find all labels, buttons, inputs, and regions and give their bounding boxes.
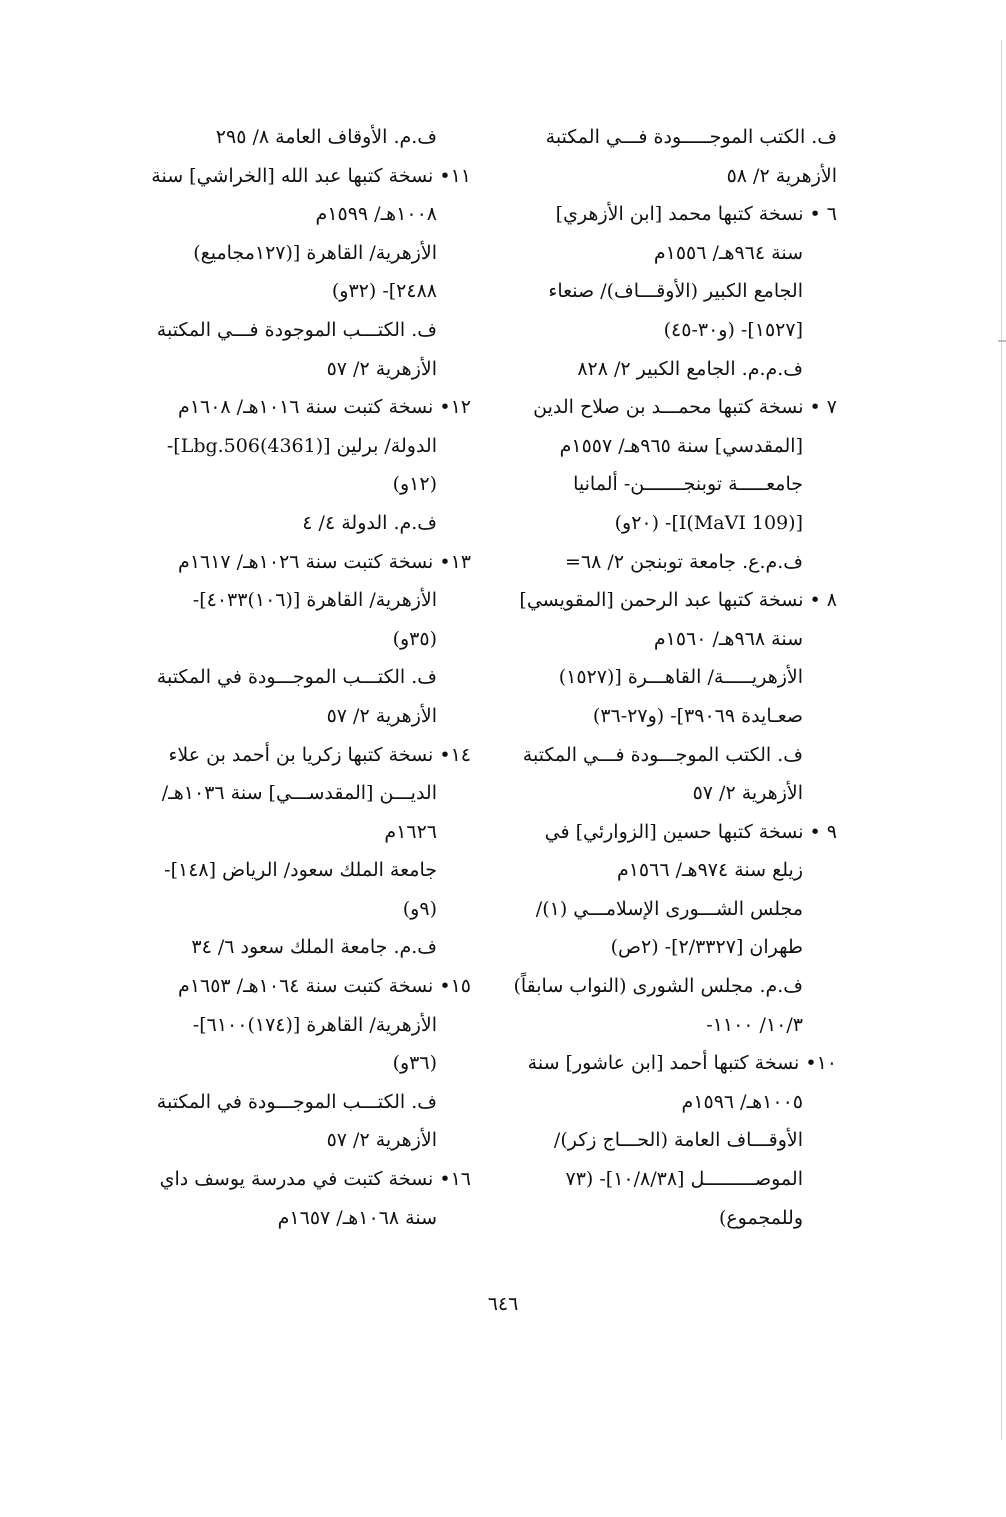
entry-first-line: ١٦• نسخة كتبت في مدرسة يوسف داي bbox=[159, 1168, 471, 1191]
entry-first-line: ١٠• نسخة كتبها أحمد [ابن عاشور] سنة bbox=[527, 1052, 837, 1075]
entry-first-line: ١٣• نسخة كتبت سنة ١٠٢٦هـ/ ١٦١٧م bbox=[178, 550, 471, 573]
entry-line: ف. الكتـــب الموجودة فـــي المكتبة bbox=[156, 318, 437, 341]
entry-line: الأزهرية ٢/ ٥٧ bbox=[326, 357, 437, 380]
entry-line: زيلع سنة ٩٧٤هـ/ ١٥٦٦م bbox=[616, 859, 803, 882]
entry-line: ١٠٠٨هـ/ ١٥٩٩م bbox=[315, 203, 437, 226]
entry-first-line: ١٤• نسخة كتبها زكريا بن أحمد بن علاء bbox=[168, 743, 471, 766]
entry-first-line: ٦ • نسخة كتبها محمد [ابن الأزهري] bbox=[555, 203, 837, 226]
entry-line: ف.م.ع. جامعة توبنجن ٢/ ٦٨= bbox=[565, 550, 803, 573]
entry-line: ف.م. مجلس الشورى (النواب سابقاً) bbox=[513, 975, 803, 998]
entry-line: ف.م.م. الجامع الكبير ٢/ ٨٢٨ bbox=[577, 357, 803, 380]
entry-first-line: ١٢• نسخة كتبت سنة ١٠١٦هـ/ ١٦٠٨م bbox=[178, 396, 471, 419]
entry-line: الأوقـــاف العامة (الحـــاج زكر)/ bbox=[553, 1129, 803, 1152]
entry-line: ف. الكتب الموجـــــودة فـــي المكتبة bbox=[545, 126, 837, 148]
entry-line: مجلس الشـــورى الإسلامـــي (١)/ bbox=[535, 897, 803, 920]
entry-line: ف.م. الأوقاف العامة ٨/ ٢٩٥ bbox=[215, 126, 437, 148]
entry-line: سنة ٩٦٤هـ/ ١٥٥٦م bbox=[653, 241, 803, 264]
entry-line: ٢٤٨٨]- (٣٢و) bbox=[331, 280, 437, 303]
entry-line: الديـــن [المقدســـي] سنة ١٠٣٦هـ/ bbox=[161, 782, 437, 805]
entry-line: الدولة/ برلين [(4361)Lbg.506]- bbox=[166, 434, 437, 457]
scan-edge-line bbox=[1001, 40, 1002, 1440]
entry-line: جامعـــــة توبنجـــــــن- ألمانيا bbox=[573, 473, 803, 496]
entry-line: الأزهرية/ القاهرة [(١٠٦)٤٠٣٣]- bbox=[192, 589, 437, 612]
entry-line: [المقدسي] سنة ٩٦٥هـ/ ١٥٥٧م bbox=[559, 434, 803, 457]
entry-first-line: ١١• نسخة كتبها عبد الله [الخراشي] سنة bbox=[151, 164, 471, 187]
entry-line: ف.م. الدولة ٤/ ٤ bbox=[302, 511, 437, 534]
entry-line: جامعة الملك سعود/ الرياض [١٤٨]- bbox=[164, 859, 437, 882]
entry-line: طهران [٢/٣٣٢٧]- (٢ص) bbox=[610, 936, 803, 959]
entry-line: ١٠/٣/ ١١٠٠- bbox=[706, 1013, 803, 1036]
entry-line: ف. الكتـــب الموجـــودة في المكتبة bbox=[156, 666, 437, 689]
right-column bbox=[502, 118, 837, 1237]
entry-first-line: ٩ • نسخة كتبها حسين [الزوارئي] في bbox=[544, 820, 837, 843]
entry-line: ١٠٠٥هـ/ ١٥٩٦م bbox=[681, 1090, 803, 1113]
scan-edge-mark bbox=[998, 340, 1006, 342]
entry-line: ١٦٢٦م bbox=[384, 820, 437, 843]
entry-line: [١٥٢٧]- (و٣٠-٤٥) bbox=[663, 318, 803, 341]
entry-first-line: ٨ • نسخة كتبها عبد الرحمن [المقويسي] bbox=[519, 589, 837, 612]
entry-line: الأزهرية ٢/ ٥٧ bbox=[326, 704, 437, 727]
entry-first-line: ٧ • نسخة كتبها محمـــد بن صلاح الدين bbox=[533, 396, 837, 419]
entry-line: الأزهريـــــة/ القاهـــرة [(١٥٢٧) bbox=[558, 666, 803, 689]
entry-line: (٣٦و) bbox=[392, 1052, 437, 1075]
entry-line: الأزهرية/ القاهرة [(١٧٤)٦١٠٠]- bbox=[192, 1013, 437, 1036]
page-number: ٦٤٦ bbox=[487, 1293, 519, 1315]
entry-line: سنة ١٠٦٨هـ/ ١٦٥٧م bbox=[277, 1206, 437, 1229]
entry-line: (٣٥و) bbox=[392, 627, 437, 650]
entry-line: الأزهرية ٢/ ٥٧ bbox=[326, 1129, 437, 1152]
entry-first-line: ١٥• نسخة كتبت سنة ١٠٦٤هـ/ ١٦٥٣م bbox=[178, 975, 471, 998]
entry-line: الأزهرية ٢/ ٥٧ bbox=[692, 782, 803, 805]
entry-line: [(MaVI 109)I]- (٢٠و) bbox=[614, 511, 803, 534]
entry-line: صعـايدة ٣٩٠٦٩]- (و٢٧-٣٦) bbox=[592, 704, 803, 727]
entry-line: ف. الكتـــب الموجـــودة في المكتبة bbox=[156, 1090, 437, 1113]
entry-line: الموصـــــــــل [١٠/٨/٣٨]- (٧٣ bbox=[565, 1168, 803, 1191]
left-column bbox=[126, 118, 471, 1237]
entry-line: الأزهرية ٢/ ٥٨ bbox=[726, 164, 837, 187]
entry-line: وللمجموع) bbox=[718, 1206, 803, 1229]
entry-line: سنة ٩٦٨هـ/ ١٥٦٠م bbox=[653, 627, 803, 650]
entry-line: ف. الكتب الموجـــودة فـــي المكتبة bbox=[522, 743, 803, 766]
entry-line: (٩و) bbox=[402, 897, 437, 920]
entry-line: (١٢و) bbox=[392, 473, 437, 496]
entry-line: الأزهرية/ القاهرة [(١٢٧مجاميع) bbox=[193, 241, 437, 264]
entry-line: ف.م. جامعة الملك سعود ٦/ ٣٤ bbox=[191, 936, 437, 959]
entry-line: الجامع الكبير (الأوقـــاف)/ صنعاء bbox=[548, 280, 803, 303]
